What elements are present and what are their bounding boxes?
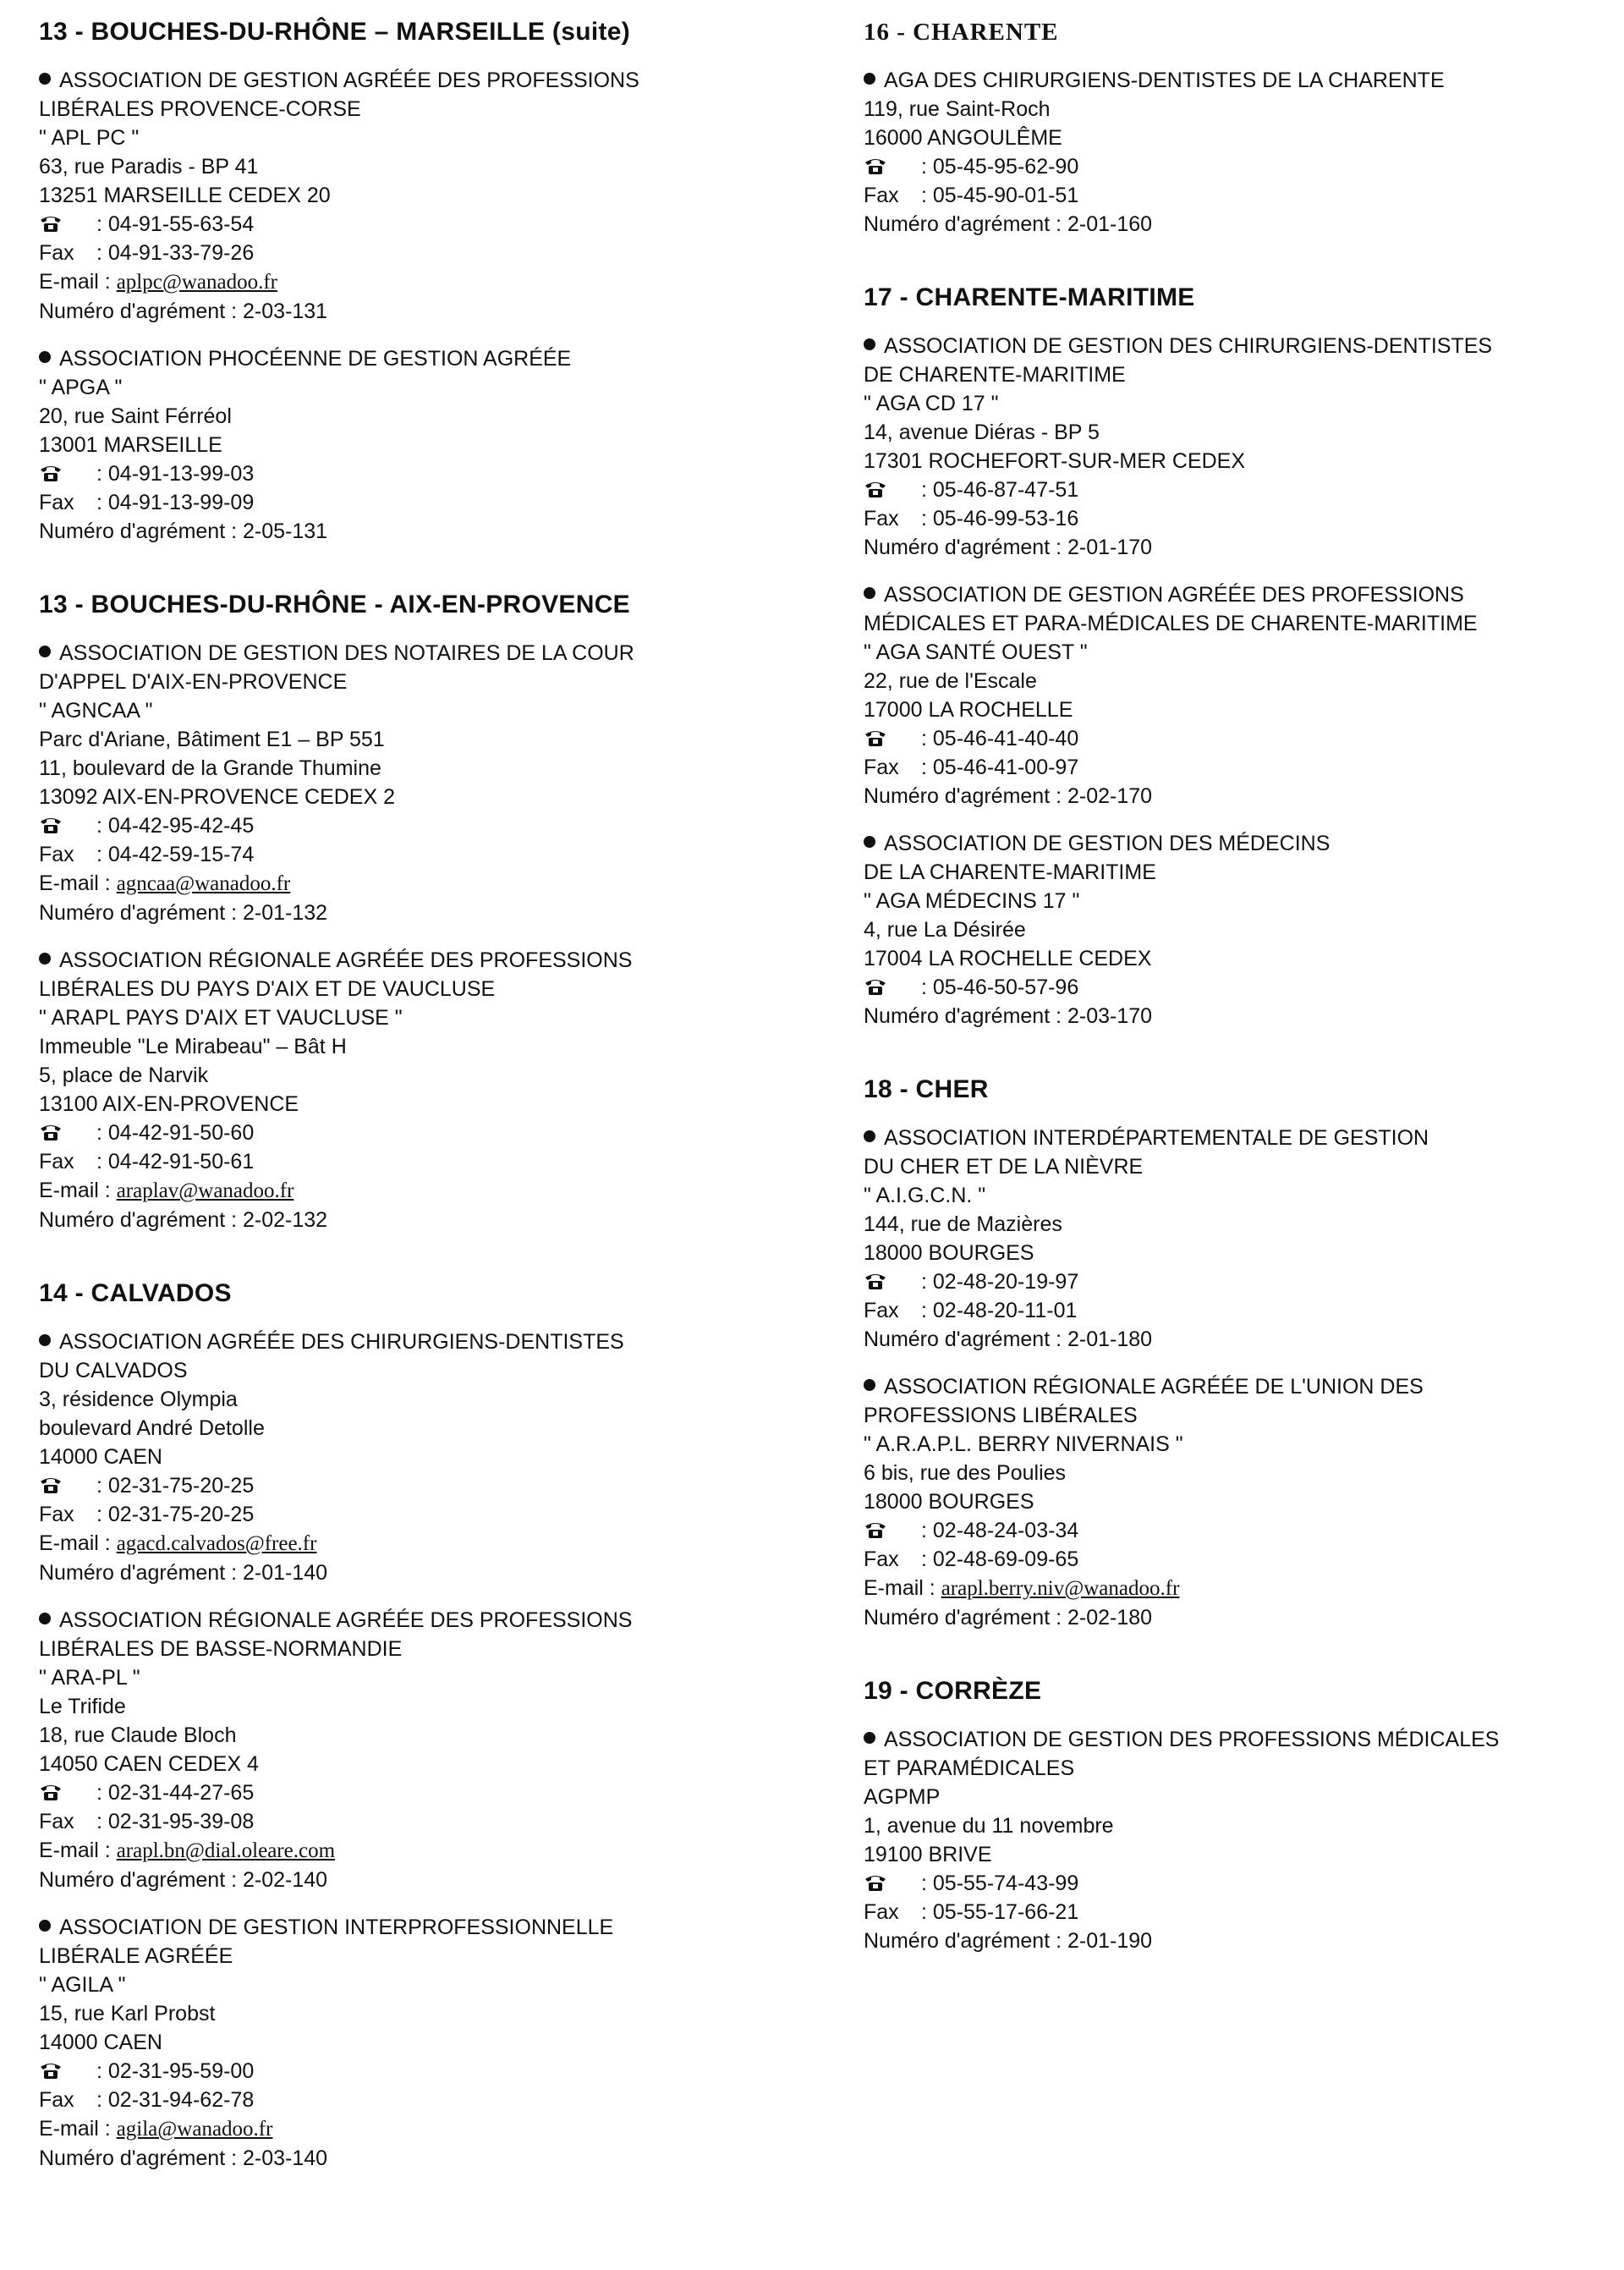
section-title: 13 - BOUCHES-DU-RHÔNE - AIX-EN-PROVENCE [39,591,630,618]
fax-label: Fax [39,1810,74,1833]
phone-line [39,1471,783,1500]
section-gap [864,257,1608,283]
association-entry [864,829,1608,1031]
agrement-number: Numéro d'agrément : 2-01-132 [39,901,328,925]
agrement-number: Numéro d'agrément : 2-02-170 [864,784,1153,808]
association-name-line [39,639,783,668]
association-name-line [39,1606,783,1635]
fax-label: Fax [39,241,74,265]
phone-line [864,475,1608,504]
bullet-icon [39,351,51,363]
association-name-line [39,1635,783,1663]
association-name-text: DE LA CHARENTE-MARITIME [864,860,1156,884]
telephone-icon [39,811,96,840]
email-line [39,869,783,899]
department-section [864,17,1608,239]
fax-number: : 05-45-90-01-51 [921,184,1079,207]
bullet-icon [864,1732,875,1744]
address-line: 17004 LA ROCHELLE CEDEX [864,947,1152,970]
email-label: E-mail : [39,1531,117,1555]
association-name-text: AGA DES CHIRURGIENS-DENTISTES DE LA CHARENTE [884,69,1445,92]
bullet-icon [864,587,875,599]
association-name-text: ASSOCIATION DE GESTION DES PROFESSIONS MÉDICALES [884,1728,1500,1751]
email-link[interactable]: agacd.calvados@free.fr [116,1532,317,1555]
address-line: 13100 AIX-EN-PROVENCE [39,1092,299,1116]
fax-number: : 05-46-99-53-16 [921,507,1079,530]
address-line: 1, avenue du 11 novembre [864,1814,1114,1838]
phone-line [39,1778,783,1807]
agrement-number: Numéro d'agrément : 2-01-170 [864,536,1153,559]
section-gap [864,1651,1608,1676]
association-name-text: ASSOCIATION DE GESTION AGRÉÉE DES PROFESSIONS [884,583,1464,607]
bullet-icon [39,73,51,85]
address-line: 13092 AIX-EN-PROVENCE CEDEX 2 [39,785,395,809]
address-line: 13001 MARSEILLE [39,433,222,457]
bullet-icon [39,1334,51,1346]
address-line: 17301 ROCHEFORT-SUR-MER CEDEX [864,449,1246,473]
agrement-number: Numéro d'agrément : 2-01-140 [39,1561,328,1585]
fax-line [864,1898,1608,1926]
email-link[interactable]: agila@wanadoo.fr [116,2118,273,2141]
section-gap [39,564,783,590]
agrement-number: Numéro d'agrément : 2-05-131 [39,519,328,543]
fax-number: : 04-42-59-15-74 [96,843,255,866]
email-label: E-mail : [39,1179,117,1202]
address-line: 20, rue Saint Férréol [39,404,232,428]
telephone-icon [39,1471,96,1500]
phone-line [39,811,783,840]
agrement-number: Numéro d'agrément : 2-02-132 [39,1208,328,1232]
fax-number: : 02-31-95-39-08 [96,1810,255,1833]
fax-line [864,1545,1608,1574]
association-name-text: ASSOCIATION AGRÉÉE DES CHIRURGIENS-DENTISTES [59,1330,624,1354]
address-line: 18000 BOURGES [864,1490,1034,1514]
telephone-icon [864,1516,921,1545]
address-line: 3, résidence Olympia [39,1388,238,1411]
email-label: E-mail : [39,2117,117,2141]
association-name-text: ASSOCIATION RÉGIONALE AGRÉÉE DES PROFESSIONS [59,948,633,972]
association-name-line [39,668,783,696]
telephone-icon [864,724,921,753]
phone-number: : 02-31-95-59-00 [96,2059,255,2083]
association-name-text: ASSOCIATION RÉGIONALE AGRÉÉE DES PROFESSIONS [59,1608,633,1632]
email-link[interactable]: arapl.berry.niv@wanadoo.fr [941,1577,1180,1600]
address-line: 14, avenue Diéras - BP 5 [864,420,1100,444]
address-line: 5, place de Narvik [39,1064,209,1087]
telephone-icon [864,152,921,181]
fax-line [864,181,1608,210]
phone-line [39,459,783,488]
email-link[interactable]: araplav@wanadoo.fr [116,1179,294,1202]
address-line: Parc d'Ariane, Bâtiment E1 – BP 551 [39,728,385,751]
address-line: 11, boulevard de la Grande Thumine [39,756,381,780]
address-line: 15, rue Karl Probst [39,2002,216,2025]
department-section [39,564,783,1234]
fax-label: Fax [39,2088,74,2112]
association-name-text: ASSOCIATION DE GESTION DES CHIRURGIENS-DENTISTES [884,334,1493,358]
association-name-text: LIBÉRALES PROVENCE-CORSE [39,97,361,121]
phone-line [39,1119,783,1147]
telephone-icon [39,1778,96,1807]
phone-line [864,152,1608,181]
association-acronym: " A.I.G.C.N. " [864,1184,986,1207]
association-entry [39,344,783,546]
association-name-text: ASSOCIATION DE GESTION DES MÉDECINS [884,832,1330,855]
fax-label: Fax [864,756,899,779]
association-acronym: AGPMP [864,1785,941,1809]
email-line [39,1176,783,1206]
bullet-icon [39,646,51,657]
agrement-number: Numéro d'agrément : 2-01-180 [864,1327,1153,1351]
fax-label: Fax [39,491,74,514]
agrement-number: Numéro d'agrément : 2-03-131 [39,300,328,323]
association-entry [864,332,1608,562]
department-section [39,1253,783,2173]
fax-line [864,504,1608,533]
association-name-text: LIBÉRALE AGRÉÉE [39,1944,233,1968]
address-line: 13251 MARSEILLE CEDEX 20 [39,184,331,207]
fax-label: Fax [864,1900,899,1924]
association-name-line [39,66,783,95]
fax-label: Fax [864,184,899,207]
fax-line [39,1147,783,1176]
association-name-line [864,858,1608,887]
address-line: 14050 CAEN CEDEX 4 [39,1752,259,1776]
email-label: E-mail : [39,871,117,895]
address-line: 17000 LA ROCHELLE [864,698,1073,722]
phone-line [864,973,1608,1002]
agrement-number: Numéro d'agrément : 2-01-190 [864,1929,1153,1953]
association-name-text: ASSOCIATION RÉGIONALE AGRÉÉE DE L'UNION DES [884,1375,1424,1399]
agrement-number: Numéro d'agrément : 2-01-160 [864,212,1153,236]
association-name-line [864,1401,1608,1430]
association-name-text: DU CHER ET DE LA NIÈVRE [864,1155,1144,1179]
association-name-text: DE CHARENTE-MARITIME [864,363,1126,387]
association-entry [864,66,1608,239]
bullet-icon [864,1130,875,1142]
address-line: 19100 BRIVE [864,1843,992,1866]
email-line [864,1574,1608,1603]
telephone-icon [39,1119,96,1147]
section-title: 13 - BOUCHES-DU-RHÔNE – MARSEILLE (suite) [39,18,631,46]
association-acronym: " AGILA " [39,1973,126,1997]
fax-label: Fax [864,1299,899,1322]
email-link[interactable]: arapl.bn@dial.oleare.com [116,1839,336,1862]
association-acronym: " APGA " [39,376,123,399]
fax-number: : 02-31-75-20-25 [96,1503,255,1526]
address-line: Immeuble "Le Mirabeau" – Bât H [39,1035,347,1058]
fax-label: Fax [864,1547,899,1571]
phone-number: : 05-46-41-40-40 [921,727,1079,750]
email-label: E-mail : [864,1576,941,1600]
phone-number: : 04-91-55-63-54 [96,212,255,236]
section-title: 16 - CHARENTE [864,19,1059,46]
phone-line [864,1267,1608,1296]
phone-number: : 05-45-95-62-90 [921,155,1079,179]
association-name-line [864,580,1608,609]
address-line: 63, rue Paradis - BP 41 [39,155,259,179]
association-name-line [39,1913,783,1942]
association-name-line [39,1356,783,1385]
bullet-icon [39,1920,51,1932]
association-name-line [864,829,1608,858]
department-section [39,17,783,546]
association-name-line [864,1124,1608,1152]
address-line: boulevard André Detolle [39,1416,265,1440]
email-line [39,1836,783,1866]
fax-line [39,2086,783,2114]
section-title: 14 - CALVADOS [39,1279,232,1307]
phone-number: : 05-46-87-47-51 [921,478,1079,502]
association-name-text: DU CALVADOS [39,1359,188,1382]
association-entry [39,66,783,326]
email-line [39,2114,783,2144]
bullet-icon [864,836,875,848]
association-name-line [864,609,1608,638]
email-link[interactable]: aplpc@wanadoo.fr [116,271,277,294]
association-name-text: MÉDICALES ET PARA-MÉDICALES DE CHARENTE-MARITIME [864,612,1478,635]
telephone-icon [39,2057,96,2086]
association-acronym: " AGNCAA " [39,699,153,723]
association-entry [864,1372,1608,1632]
association-acronym: " AGA SANTÉ OUEST " [864,640,1088,664]
association-name-line [864,66,1608,95]
agrement-number: Numéro d'agrément : 2-03-140 [39,2146,328,2170]
association-entry [39,1913,783,2173]
association-entry [39,1606,783,1894]
fax-number: : 04-91-13-99-09 [96,491,255,514]
association-entry [39,1327,783,1587]
association-acronym: " AGA CD 17 " [864,392,999,415]
association-name-text: LIBÉRALES DE BASSE-NORMANDIE [39,1637,403,1661]
association-name-line [39,1327,783,1356]
fax-number: : 05-55-17-66-21 [921,1900,1079,1924]
bullet-icon [39,953,51,965]
phone-number: : 04-42-95-42-45 [96,814,255,838]
association-name-line [864,332,1608,360]
agrement-number: Numéro d'agrément : 2-03-170 [864,1004,1153,1028]
fax-label: Fax [864,507,899,530]
association-name-text: ASSOCIATION DE GESTION INTERPROFESSIONNELLE [59,1915,614,1939]
address-line: 16000 ANGOULÊME [864,126,1062,150]
bullet-icon [864,1379,875,1391]
address-line: 22, rue de l'Escale [864,669,1037,693]
association-entry [864,1124,1608,1354]
association-entry [39,946,783,1234]
association-name-text: D'APPEL D'AIX-EN-PROVENCE [39,670,348,694]
fax-line [39,840,783,869]
telephone-icon [864,1869,921,1898]
association-name-text: ET PARAMÉDICALES [864,1756,1075,1780]
phone-number: : 02-31-75-20-25 [96,1474,255,1498]
association-name-text: PROFESSIONS LIBÉRALES [864,1404,1138,1427]
email-link[interactable]: agncaa@wanadoo.fr [116,872,291,895]
association-entry [39,639,783,927]
address-line: 18000 BOURGES [864,1241,1034,1265]
agrement-number: Numéro d'agrément : 2-02-180 [864,1606,1153,1630]
address-line: 14000 CAEN [39,2031,162,2054]
email-label: E-mail : [39,270,117,294]
association-name-line [864,1754,1608,1783]
phone-line [864,1869,1608,1898]
bullet-icon [864,338,875,350]
address-line: Le Trifide [39,1695,126,1718]
phone-number: : 05-55-74-43-99 [921,1872,1079,1895]
bullet-icon [864,73,875,85]
fax-number: : 04-91-33-79-26 [96,241,255,265]
fax-line [39,239,783,267]
section-title: 17 - CHARENTE-MARITIME [864,283,1195,311]
telephone-icon [39,210,96,239]
association-name-line [864,1725,1608,1754]
email-line [39,1529,783,1558]
fax-number: : 02-31-94-62-78 [96,2088,255,2112]
agrement-number: Numéro d'agrément : 2-02-140 [39,1868,328,1892]
association-entry [864,580,1608,811]
address-line: 144, rue de Mazières [864,1212,1062,1236]
phone-number: : 02-31-44-27-65 [96,1781,255,1805]
association-name-line [39,1942,783,1970]
phone-number: : 02-48-24-03-34 [921,1519,1079,1542]
fax-line [864,1296,1608,1325]
phone-line [864,1516,1608,1545]
section-title: 19 - CORRÈZE [864,1677,1042,1705]
department-section [864,1049,1608,1632]
association-acronym: " A.R.A.P.L. BERRY NIVERNAIS " [864,1432,1183,1456]
phone-number: : 04-42-91-50-60 [96,1121,255,1145]
association-name-line [864,1372,1608,1401]
association-acronym: " ARA-PL " [39,1666,140,1690]
section-title: 18 - CHER [864,1075,989,1103]
fax-line [39,1500,783,1529]
phone-line [39,2057,783,2086]
telephone-icon [864,1267,921,1296]
department-section [864,257,1608,1031]
email-line [39,267,783,297]
telephone-icon [864,475,921,504]
bullet-icon [39,1613,51,1624]
association-acronym: " ARAPL PAYS D'AIX ET VAUCLUSE " [39,1006,403,1030]
association-name-text: ASSOCIATION PHOCÉENNE DE GESTION AGRÉÉE [59,347,572,371]
fax-label: Fax [39,1503,74,1526]
association-acronym: " AGA MÉDECINS 17 " [864,889,1080,913]
telephone-icon [864,973,921,1002]
association-entry [864,1725,1608,1955]
association-name-line [39,344,783,373]
association-name-line [864,1152,1608,1181]
fax-number: : 04-42-91-50-61 [96,1150,255,1173]
phone-number: : 02-48-20-19-97 [921,1270,1079,1294]
telephone-icon [39,459,96,488]
association-name-text: ASSOCIATION DE GESTION AGRÉÉE DES PROFESSIONS [59,69,639,92]
fax-label: Fax [39,843,74,866]
association-name-line [39,95,783,124]
association-name-line [39,946,783,975]
phone-number: : 05-46-50-57-96 [921,976,1079,999]
department-section [864,1651,1608,1955]
address-line: 119, rue Saint-Roch [864,97,1051,121]
right-column [864,17,1608,1974]
left-column [39,17,783,2191]
fax-line [39,1807,783,1836]
fax-number: : 02-48-20-11-01 [921,1299,1078,1322]
association-name-line [864,360,1608,389]
fax-line [39,488,783,517]
association-acronym: " APL PC " [39,126,140,150]
fax-number: : 05-46-41-00-97 [921,756,1079,779]
phone-number: : 04-91-13-99-03 [96,462,255,486]
address-line: 6 bis, rue des Poulies [864,1461,1067,1485]
address-line: 18, rue Claude Bloch [39,1723,237,1747]
association-name-text: LIBÉRALES DU PAYS D'AIX ET DE VAUCLUSE [39,977,496,1001]
address-line: 14000 CAEN [39,1445,162,1469]
section-gap [864,1049,1608,1075]
association-name-text: ASSOCIATION INTERDÉPARTEMENTALE DE GESTION [884,1126,1429,1150]
phone-line [39,210,783,239]
section-gap [39,1253,783,1278]
fax-label: Fax [39,1150,74,1173]
association-name-text: ASSOCIATION DE GESTION DES NOTAIRES DE LA COUR [59,641,634,665]
fax-number: : 02-48-69-09-65 [921,1547,1079,1571]
fax-line [864,753,1608,782]
email-label: E-mail : [39,1839,117,1862]
address-line: 4, rue La Désirée [864,918,1026,942]
phone-line [864,724,1608,753]
association-name-line [39,975,783,1003]
